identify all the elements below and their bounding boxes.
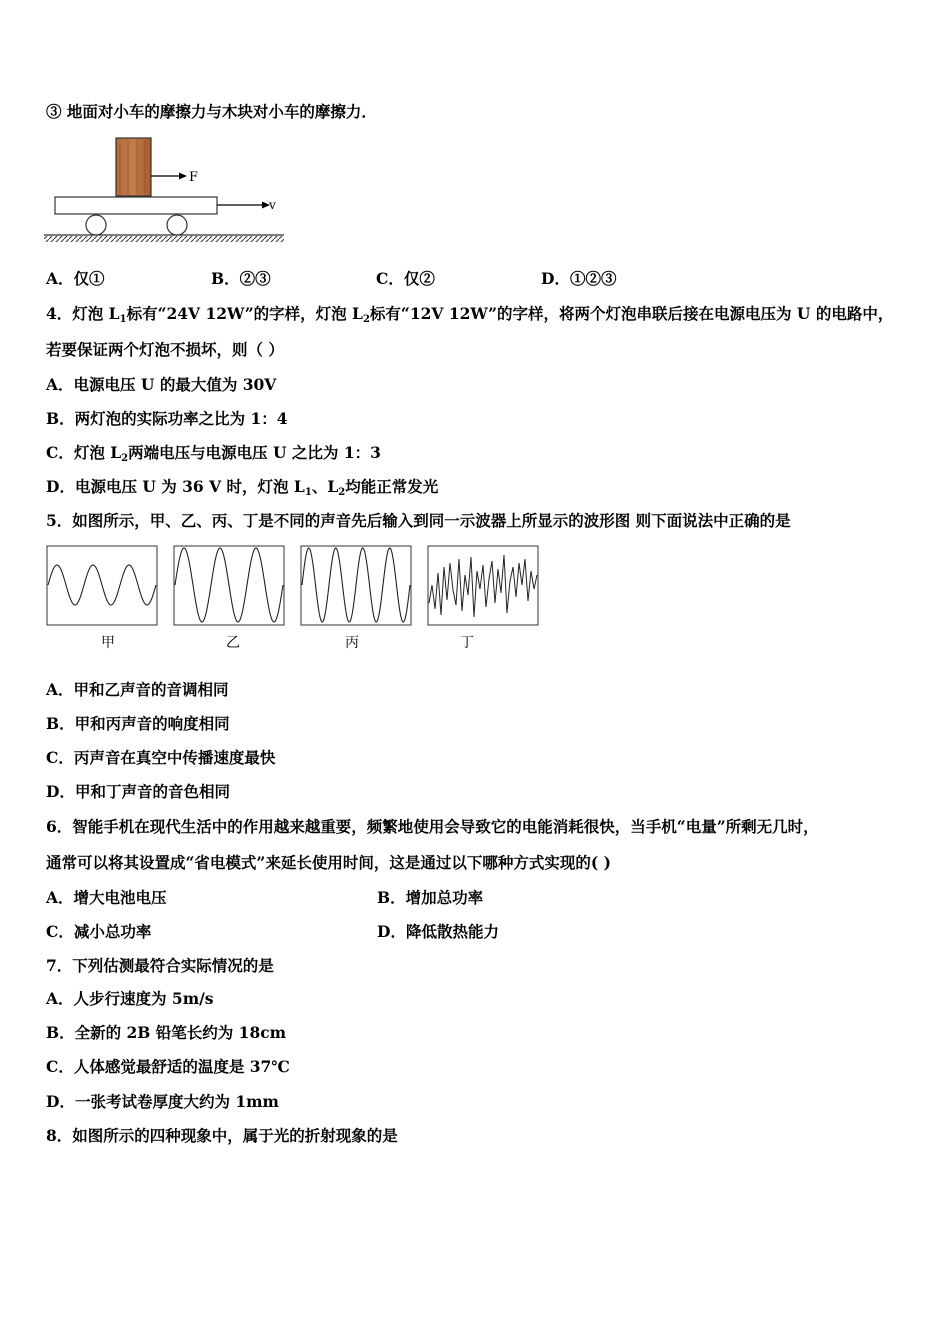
wave-label-yi: 乙	[226, 635, 240, 651]
q5-stem: 5．如图所示，甲、乙、丙、丁是不同的声音先后输入到同一示波器上所显示的波形图 则下面说法中正确的是	[46, 511, 791, 530]
q3-option-b[interactable]: B．②③	[211, 269, 271, 288]
q4-option-a[interactable]: A．电源电压 U 的最大值为 30V	[46, 375, 277, 394]
wave-label-bing: 丙	[345, 635, 359, 651]
q3-option-c[interactable]: C．仅②	[376, 269, 435, 288]
velocity-label: v	[269, 198, 276, 212]
wave-box-ding	[428, 546, 538, 625]
q6-options-row2	[46, 922, 499, 942]
force-label: F	[189, 170, 199, 185]
cart-wheel	[86, 215, 106, 235]
q3-options	[46, 269, 616, 289]
cart-body	[55, 197, 217, 214]
q6-options-row1	[46, 888, 483, 908]
cart-wheel	[167, 215, 187, 235]
q7-stem: 7．下列估测最符合实际情况的是	[46, 956, 274, 975]
q3-cart-figure	[44, 134, 286, 246]
q4-stem-line1: 4．灯泡 $L_1$标有“24V 12W”的字样，灯泡 $L_2$标有“12V 12W”的字样，将两个灯泡串联后接在电源电压为 U 的电路中，	[46, 304, 894, 325]
q7-option-c[interactable]: C．人体感觉最舒适的温度是 37℃	[46, 1057, 290, 1076]
q5-option-c[interactable]: C．丙声音在真空中传播速度最快	[46, 748, 276, 767]
q6-option-b[interactable]: B．增加总功率	[377, 888, 484, 907]
q4-option-c[interactable]: C．灯泡 $L_2$两端电压与电源电压 U 之比为 1：3	[46, 443, 381, 464]
q7-option-d[interactable]: D．一张考试卷厚度大约为 1mm	[46, 1092, 279, 1111]
q5-waveforms	[46, 545, 541, 627]
q4-stem-line2: 若要保证两个灯泡不损坏，则（ ）	[46, 340, 284, 359]
q6-stem-line2: 通常可以将其设置成“省电模式”来延长使用时间，这是通过以下哪种方式实现的( )	[46, 853, 611, 872]
q6-option-d[interactable]: D．降低散热能力	[377, 922, 499, 941]
q3-option-d[interactable]: D．①②③	[541, 269, 617, 288]
wave-label-ding: 丁	[460, 635, 474, 651]
q3-item-3: ③ 地面对小车的摩擦力与木块对小车的摩擦力．	[46, 102, 377, 121]
q6-option-a[interactable]: A．增大电池电压	[46, 888, 167, 907]
q4-option-b[interactable]: B．两灯泡的实际功率之比为 1：4	[46, 409, 288, 428]
q6-stem-line1: 6．智能手机在现代生活中的作用越来越重要，频繁地使用会导致它的电能消耗很快，当手机“电量”所剩无几时，	[46, 817, 819, 836]
q8-stem: 8．如图所示的四种现象中，属于光的折射现象的是	[46, 1126, 398, 1145]
q3-option-a[interactable]: A．仅①	[46, 269, 105, 288]
q4-option-d[interactable]: D．电源电压 U 为 36 V 时，灯泡 $L_1$、$L_2$均能正常发光	[46, 477, 439, 498]
q5-option-a[interactable]: A．甲和乙声音的音调相同	[46, 680, 229, 699]
wave-label-jia: 甲	[101, 635, 115, 651]
wood-block	[116, 138, 151, 196]
q6-option-c[interactable]: C．减小总功率	[46, 922, 152, 941]
q7-option-b[interactable]: B．全新的 2B 铅笔长约为 18cm	[46, 1023, 287, 1042]
q5-option-d[interactable]: D．甲和丁声音的音色相同	[46, 782, 230, 801]
q7-option-a[interactable]: A．人步行速度为 5m/s	[46, 989, 214, 1008]
q5-option-b[interactable]: B．甲和丙声音的响度相同	[46, 714, 230, 733]
